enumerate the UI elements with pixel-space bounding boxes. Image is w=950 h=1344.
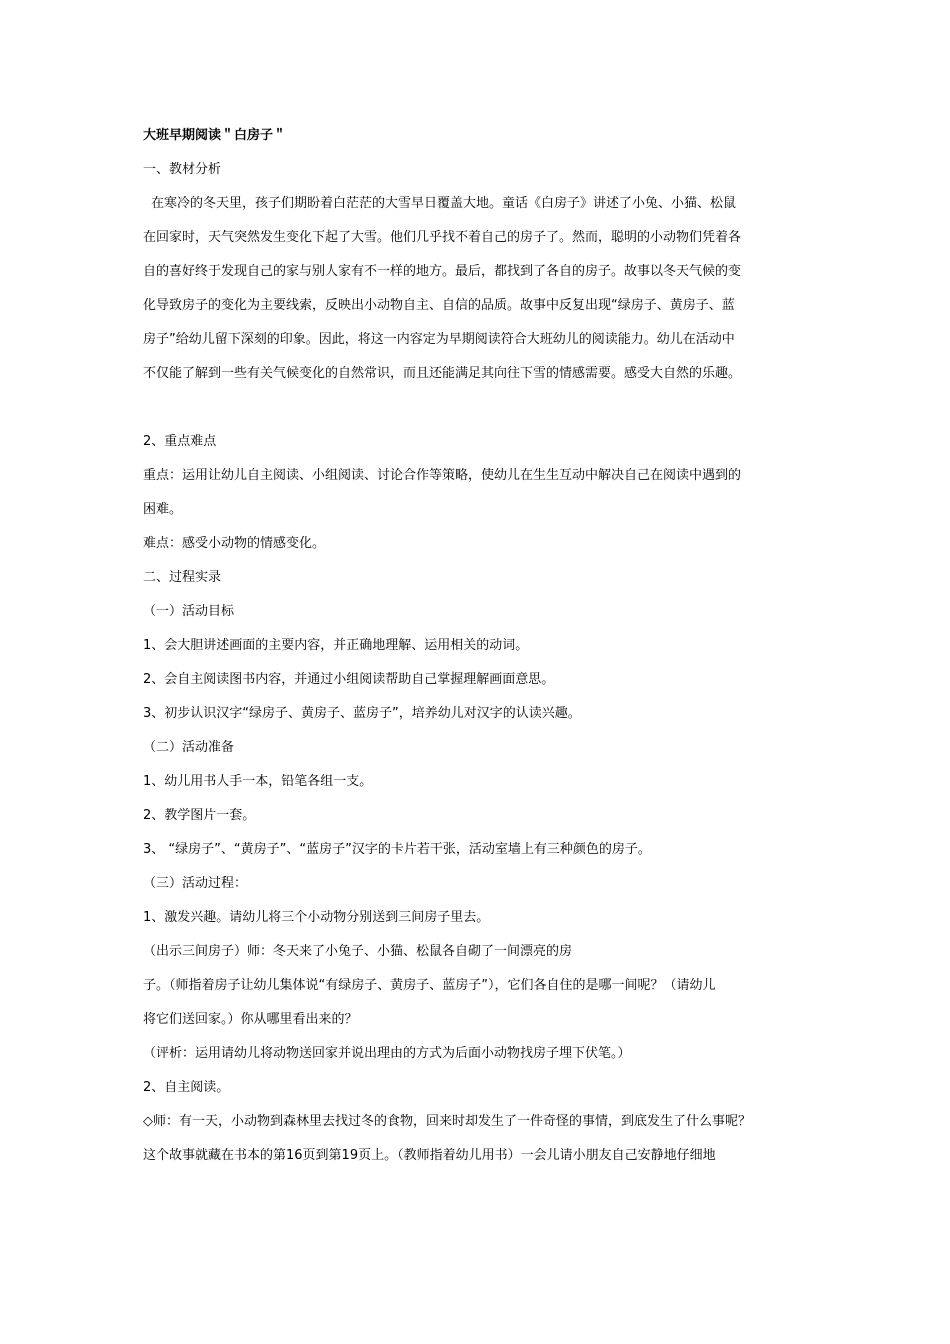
analysis-line: 房子”给幼儿留下深刻的印象。因此，将这一内容定为早期阅读符合大班幼儿的阅读能力。幼儿在活动中	[143, 332, 735, 347]
goal-item: 1、会大胆讲述画面的主要内容，并正确地理解、运用相关的动词。	[143, 638, 529, 653]
analysis-line: 自的喜好终于发现自己的家与别人家有不一样的地方。最后，都找到了各自的房子。故事以冬天气候的变	[143, 264, 742, 279]
document-body	[143, 126, 823, 1180]
step-1: 1、激发兴趣。请幼儿将三个小动物分别送到三间房子里去。	[143, 910, 490, 925]
prep-heading: （二）活动准备	[143, 740, 235, 755]
blank-line	[143, 398, 823, 432]
analysis-line: 不仅能了解到一些有关气候变化的自然常识，而且还能满足其向往下雪的情感需要。感受大自然的乐趣。	[143, 366, 742, 381]
section-heading-analysis: 一、教材分析	[143, 162, 222, 177]
step-1-detail-line: （出示三间房子）师：冬天来了小兔子、小猫、松鼠各自砌了一间漂亮的房	[143, 944, 573, 959]
analysis-line: 化导致房子的变化为主要线索，反映出小动物自主、自信的品质。故事中反复出现“绿房子、黄房子、蓝	[143, 298, 735, 313]
step-1-detail-line: 将它们送回家。）你从哪里看出来的？	[143, 1012, 358, 1027]
step-1-detail-line: 子。（师指着房子让幼儿集体说“有绿房子、黄房子、蓝房子”），它们各自住的是哪一间呢？（请幼儿	[143, 978, 716, 993]
goals-heading: （一）活动目标	[143, 604, 235, 619]
process-heading: （三）活动过程：	[143, 876, 248, 891]
prep-item: 3、 “绿房子”、“黄房子”、“蓝房子”汉字的卡片若干张，活动室墙上有三种颜色的房子。	[143, 842, 651, 857]
key-point-line: 重点：运用让幼儿自主阅读、小组阅读、讨论合作等策略，使幼儿在生生互动中解决自己在阅读中遇到的	[143, 468, 742, 483]
goal-item: 3、初步认识汉字“绿房子、黄房子、蓝房子”，培养幼儿对汉字的认读兴趣。	[143, 706, 581, 721]
difficulty-line: 难点：感受小动物的情感变化。	[143, 536, 326, 551]
section-heading-process: 二、过程实录	[143, 570, 222, 585]
analysis-line: 在回家时，天气突然发生变化下起了大雪。他们几乎找不着自己的房子了。然而，聪明的小动物们凭着各	[143, 230, 742, 245]
key-difficulty-heading: 2、重点难点	[143, 434, 217, 449]
step-2: 2、自主阅读。	[143, 1080, 230, 1095]
prep-item: 2、教学图片一套。	[143, 808, 256, 823]
prep-item: 1、幼儿用书人手一本，铅笔各组一支。	[143, 774, 373, 789]
analysis-line: 在寒冷的冬天里，孩子们期盼着白茫茫的大雪早日覆盖大地。童话《白房子》讲述了小兔、小猫、松鼠	[151, 196, 737, 211]
step-2-detail-line: ◇师：有一天，小动物到森林里去找过冬的食物，回来时却发生了一件奇怪的事情，到底发生了什么事呢？	[143, 1114, 751, 1129]
step-1-comment: （评析：运用请幼儿将动物送回家并说出理由的方式为后面小动物找房子埋下伏笔。）	[143, 1046, 631, 1061]
key-point-line: 困难。	[143, 502, 183, 517]
document-title: 大班早期阅读＂白房子＂	[143, 128, 287, 143]
goal-item: 2、会自主阅读图书内容，并通过小组阅读帮助自己掌握理解画面意思。	[143, 672, 555, 687]
step-2-detail-line: 这个故事就藏在书本的第16页到第19页上。（教师指着幼儿用书）一会儿请小朋友自己安静地仔细地	[143, 1148, 716, 1163]
